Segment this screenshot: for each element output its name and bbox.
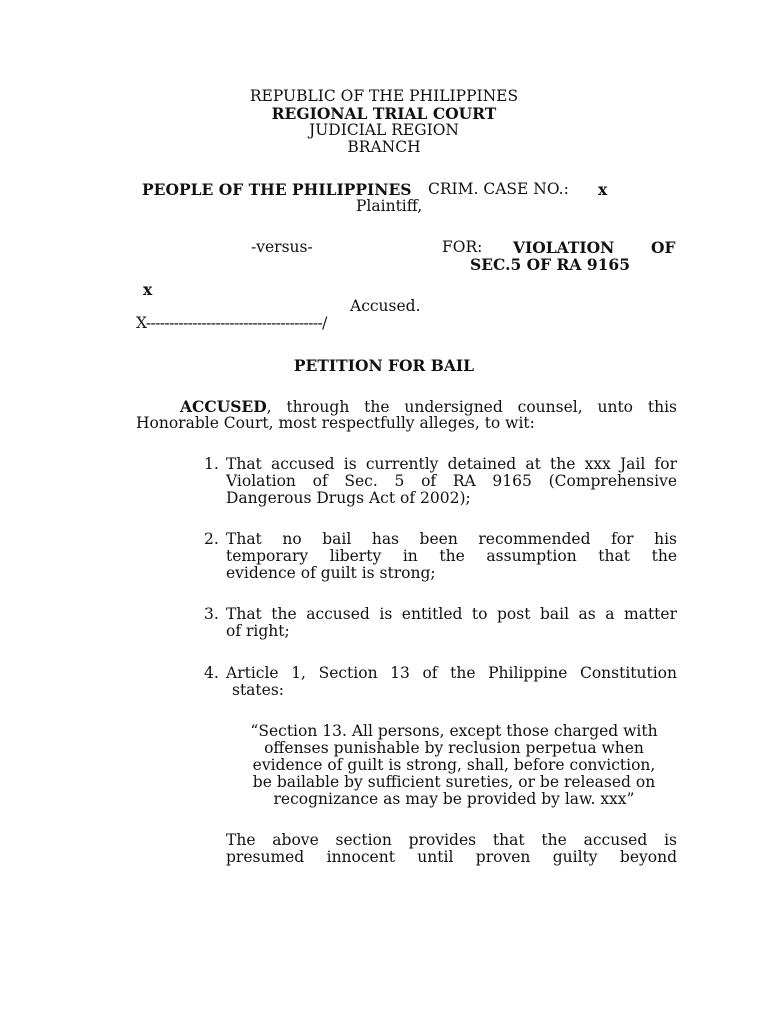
quote-line: “Section 13. All persons, except those charged with bbox=[250, 722, 658, 740]
quote-line: evidence of guilt is strong, shall, before conviction, bbox=[252, 756, 656, 774]
violation-section: SEC.5 OF RA 9165 bbox=[470, 255, 630, 274]
quote-line: be bailable by sufficient sureties, or be released on bbox=[252, 773, 656, 791]
intro-line-1-rest: , through the undersigned counsel, unto this bbox=[266, 398, 677, 416]
plaintiff-name: PEOPLE OF THE PHILIPPINES bbox=[142, 180, 412, 199]
violation-of-word: OF bbox=[651, 238, 676, 257]
petition-title: PETITION FOR BAIL bbox=[293, 356, 475, 375]
intro-lead: ACCUSED bbox=[180, 397, 267, 416]
caption-separator: X--------------------------------------/ bbox=[136, 314, 327, 332]
closing-line: presumed innocent until proven guilty beyond bbox=[226, 848, 677, 866]
for-label: FOR: bbox=[442, 238, 483, 256]
intro-line-2: Honorable Court, most respectfully alleges, to wit: bbox=[136, 414, 535, 432]
item-2-line: That no bail has been recommended for his bbox=[226, 530, 677, 548]
branch-heading: BRANCH bbox=[347, 138, 421, 156]
item-2-number: 2. bbox=[204, 530, 219, 548]
republic-heading: REPUBLIC OF THE PHILIPPINES bbox=[249, 87, 519, 105]
quote-line: offenses punishable by reclusion perpetua when bbox=[264, 739, 644, 757]
item-2-line: evidence of guilt is strong; bbox=[226, 564, 436, 582]
plaintiff-role: Plaintiff, bbox=[356, 197, 423, 215]
item-4-line: states: bbox=[232, 681, 285, 699]
item-4-number: 4. bbox=[204, 664, 219, 682]
item-3-number: 3. bbox=[204, 605, 219, 623]
quote-line: recognizance as may be provided by law. xxx” bbox=[273, 790, 635, 808]
violation-word: VIOLATION bbox=[513, 238, 615, 257]
item-1-line: Violation of Sec. 5 of RA 9165 (Comprehensive bbox=[226, 472, 677, 490]
versus-label: -versus- bbox=[251, 238, 313, 256]
item-3-line: of right; bbox=[226, 622, 290, 640]
case-no-label: CRIM. CASE NO.: bbox=[428, 180, 569, 198]
item-3-line: That the accused is entitled to post bail as a matter bbox=[226, 605, 677, 623]
court-heading: REGIONAL TRIAL COURT bbox=[271, 104, 497, 123]
region-heading: JUDICIAL REGION bbox=[309, 121, 459, 139]
item-2-line: temporary liberty in the assumption that the bbox=[226, 547, 677, 565]
item-1-number: 1. bbox=[204, 455, 219, 473]
closing-line: The above section provides that the accused is bbox=[226, 831, 677, 849]
item-4-line: Article 1, Section 13 of the Philippine Constitution bbox=[226, 664, 677, 682]
item-1-line: That accused is currently detained at the xxx Jail for bbox=[226, 455, 677, 473]
accused-role: Accused. bbox=[350, 297, 421, 315]
case-no-value: x bbox=[598, 180, 608, 199]
item-1-line: Dangerous Drugs Act of 2002); bbox=[226, 489, 471, 507]
accused-name: x bbox=[143, 280, 153, 299]
